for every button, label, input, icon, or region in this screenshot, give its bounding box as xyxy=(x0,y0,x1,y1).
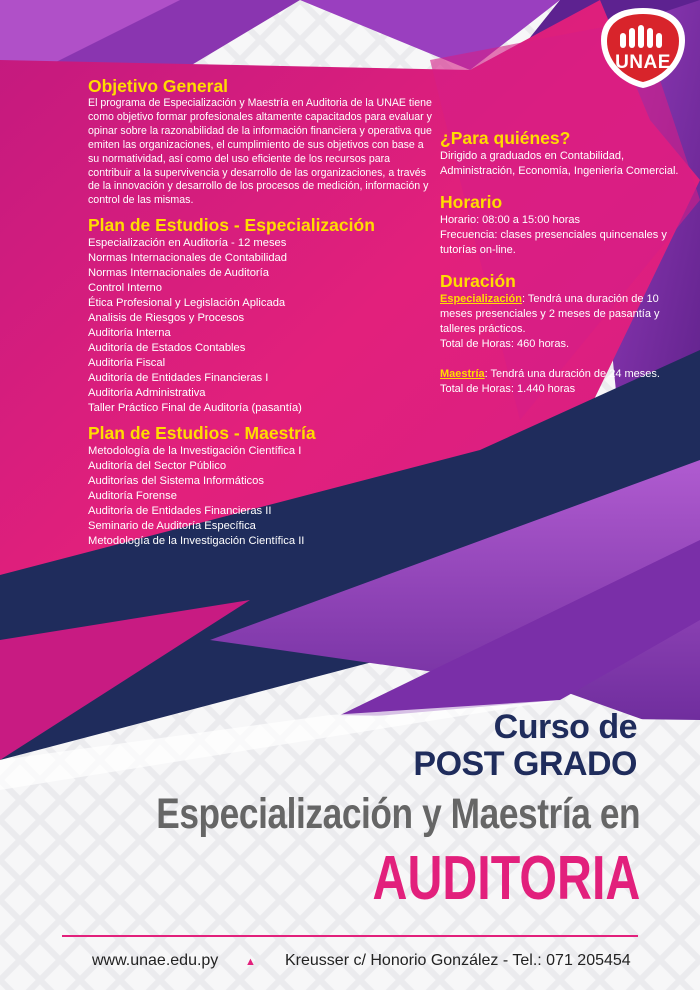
logo-shield-icon xyxy=(597,6,689,90)
list-item: Metodología de la Investigación Científica II xyxy=(88,535,305,548)
objetivo-title: Objetivo General xyxy=(88,76,229,96)
list-item: Auditoría Administrativa xyxy=(88,387,206,400)
list-item: Seminario de Auditoría Específica xyxy=(88,520,256,533)
maestria-label: Maestría xyxy=(440,368,485,380)
plan-maestria-title: Plan de Estudios - Maestría xyxy=(88,423,316,444)
list-item: Normas Internacionales de Contabilidad xyxy=(88,252,288,265)
list-item: Metodología de la Investigación Científica I xyxy=(88,445,302,458)
list-item: Auditoría de Entidades Financieras II xyxy=(88,505,272,518)
footer-divider xyxy=(62,935,638,937)
unae-logo xyxy=(597,6,689,90)
website-link[interactable]: www.unae.edu.py xyxy=(92,952,219,969)
list-item: Analisis de Riesgos y Procesos xyxy=(88,312,245,325)
list-item: Especialización en Auditoría - 12 meses xyxy=(88,237,287,250)
especializacion-text: : Tendrá una duración de 10 meses presenciales y 2 meses de pasantía y talleres prácticos. xyxy=(440,293,660,335)
logo-text: UNAE xyxy=(615,52,671,73)
headline-especializacion: Especialización y Maestría en xyxy=(156,790,640,838)
plan-maestria-list xyxy=(88,444,433,549)
objetivo-text: El programa de Especialización y Maestría en Auditoria de la UNAE tiene como objetivo formar profesionales altamente capacitados para evaluar y opinar sobre la razonabilidad de la información financiera y operativa que emiten las organizaciones, el cumplimiento de sus objetivos con base a su normatividad, así como del uso eficiente de los recursos para contribuir a la supervivencia y desarrollo de las organizaciones, a través de la innovación y desarrollo de los procesos de medición, información y control de las mismas. xyxy=(88,97,432,207)
frecuencia-line: Frecuencia: clases presenciales quincenales y tutorías on-line. xyxy=(440,229,667,256)
left-column xyxy=(88,76,433,549)
list-item: Auditorías del Sistema Informáticos xyxy=(88,475,264,488)
plan-especializacion-list xyxy=(88,236,433,416)
maestria-total: Total de Horas: 1.440 horas xyxy=(440,383,576,395)
list-item: Auditoría de Estados Contables xyxy=(88,342,246,355)
especializacion-label: Especialización xyxy=(440,293,522,305)
para-quienes-title: ¿Para quiénes? xyxy=(440,128,571,148)
horario-title: Horario xyxy=(440,192,503,212)
especializacion-total: Total de Horas: 460 horas. xyxy=(440,338,570,350)
plan-especializacion-title: Plan de Estudios - Especialización xyxy=(88,215,375,236)
list-item: Auditoría Forense xyxy=(88,490,177,503)
list-item: Auditoría del Sector Público xyxy=(88,460,227,473)
headline-curso-de: Curso de xyxy=(493,708,637,746)
list-item: Ética Profesional y Legislación Aplicada xyxy=(88,297,286,310)
para-quienes-text: Dirigido a graduados en Contabilidad, Administración, Economía, Ingeniería Comercial. xyxy=(440,150,679,177)
list-item: Auditoría Fiscal xyxy=(88,357,166,370)
list-item: Taller Práctico Final de Auditoría (pasantía) xyxy=(88,402,302,415)
duracion-title: Duración xyxy=(440,271,516,291)
duracion-maestria xyxy=(440,367,680,382)
address-phone: Kreusser c/ Honorio González - Tel.: 071 205454 xyxy=(285,952,631,969)
duracion-especializacion xyxy=(440,292,680,337)
list-item: Normas Internacionales de Auditoría xyxy=(88,267,269,280)
triangle-icon: ▲ xyxy=(245,956,256,968)
maestria-text: : Tendrá una duración de 24 meses. xyxy=(484,368,660,380)
list-item: Auditoría de Entidades Financieras I xyxy=(88,372,269,385)
horario-line: Horario: 08:00 a 15:00 horas xyxy=(440,214,581,226)
right-column xyxy=(440,128,680,397)
list-item: Control Interno xyxy=(88,282,163,295)
list-item: Auditoría Interna xyxy=(88,327,171,340)
headline-auditoria: AUDITORIA xyxy=(372,844,640,913)
headline-post-grado: POST GRADO xyxy=(413,745,637,783)
